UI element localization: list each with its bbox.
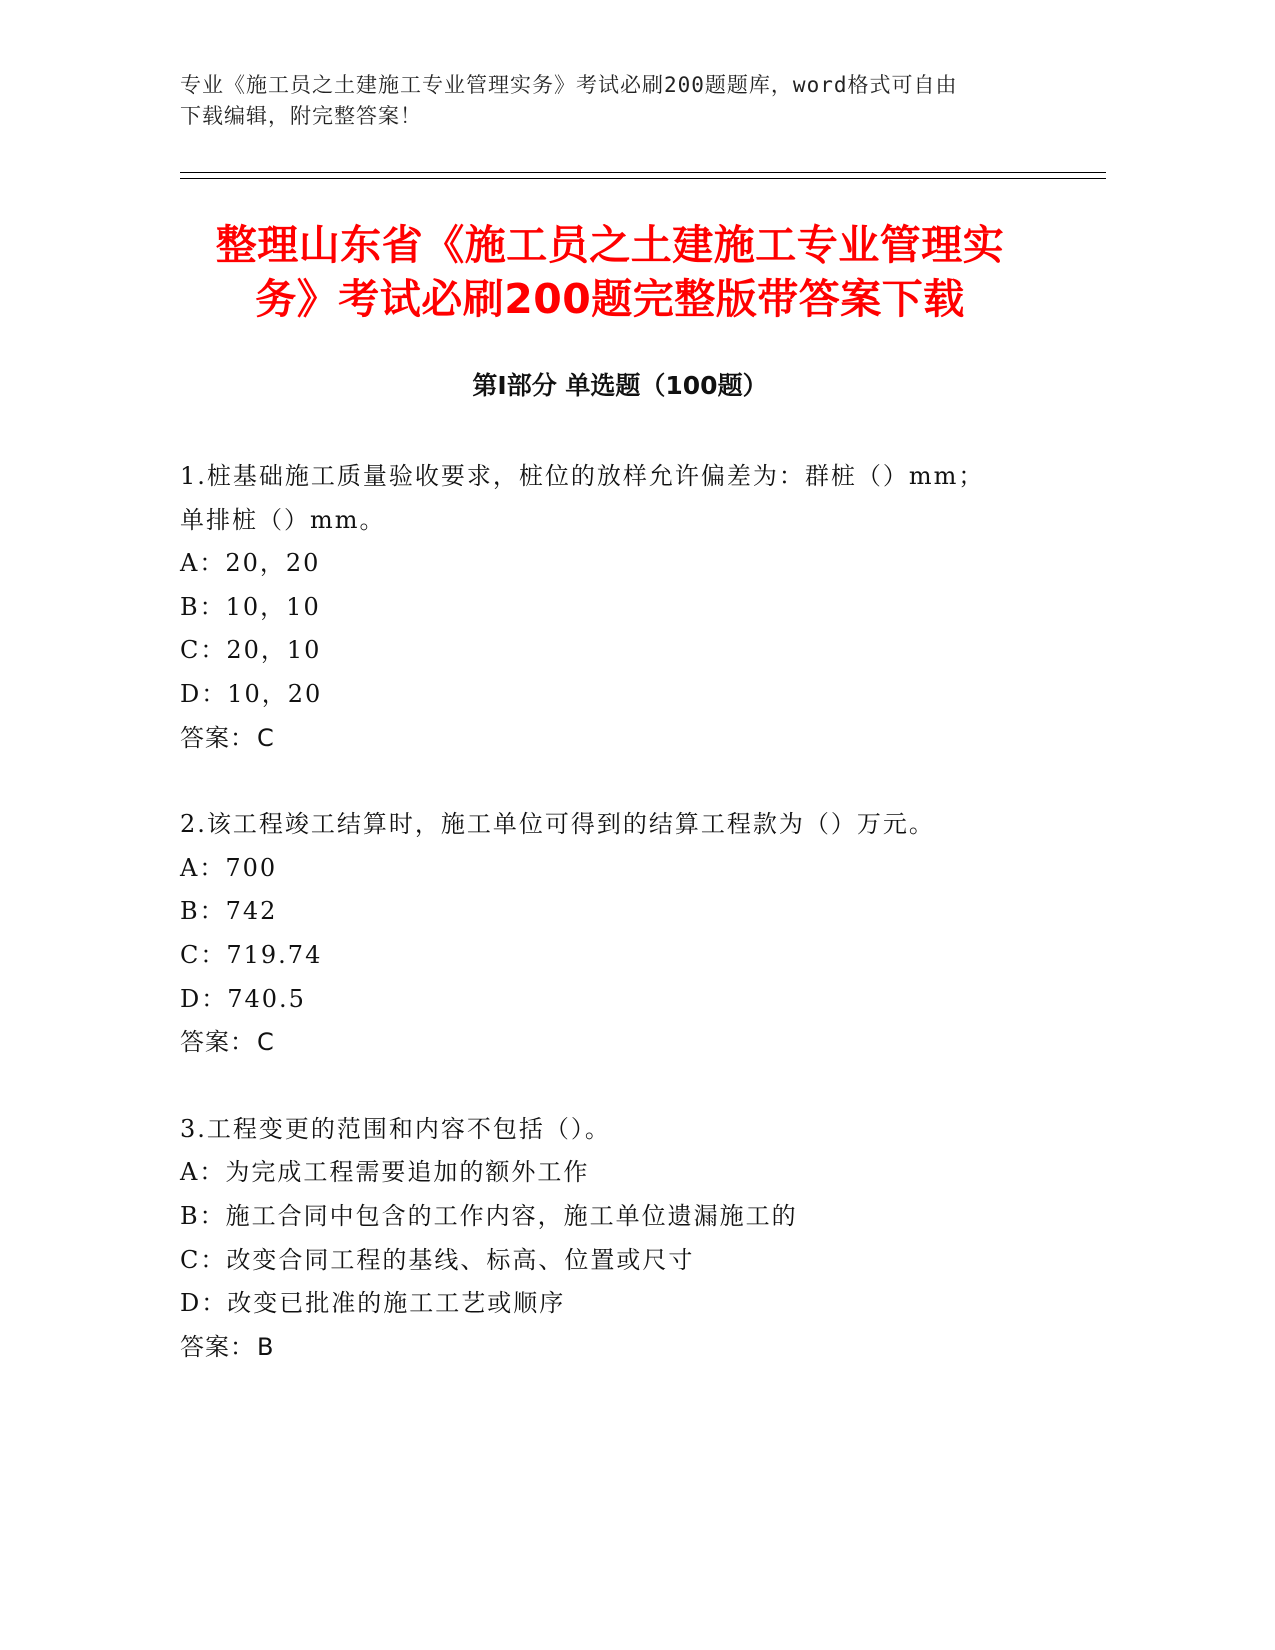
option-a: A：20，20 bbox=[180, 549, 321, 578]
answer-line bbox=[180, 717, 1060, 761]
option-b: B：施工合同中包含的工作内容，施工单位遗漏施工的 bbox=[180, 1201, 798, 1230]
header-note bbox=[180, 70, 1060, 132]
document-title-line-2: 务》考试必刷200题完整版带答案下载 bbox=[255, 275, 965, 323]
option-c: C：719.74 bbox=[180, 940, 323, 969]
answer-line bbox=[180, 1326, 1060, 1370]
option-b: B：10，10 bbox=[180, 592, 321, 621]
question-list bbox=[180, 455, 1060, 1412]
option-a: A：700 bbox=[180, 853, 278, 882]
option-d: D：10，20 bbox=[180, 679, 323, 708]
question-text: 2.该工程竣工结算时，施工单位可得到的结算工程款为（）万元。 bbox=[180, 810, 935, 839]
answer-label: 答案： bbox=[180, 723, 255, 752]
option-d: D：740.5 bbox=[180, 984, 306, 1013]
answer-line bbox=[180, 1021, 1060, 1065]
document-title-line-1: 整理山东省《施工员之土建施工专业管理实 bbox=[215, 221, 1005, 269]
section-title: 第Ⅰ部分 单选题（100题） bbox=[472, 371, 768, 400]
option-d: D：改变已批准的施工工艺或顺序 bbox=[180, 1289, 566, 1318]
question-2 bbox=[180, 803, 1060, 1065]
option-c: C：20，10 bbox=[180, 636, 322, 665]
header-divider-bottom bbox=[180, 178, 1106, 179]
answer-value: B bbox=[257, 1332, 275, 1361]
question-text: 1.桩基础施工质量验收要求，桩位的放样允许偏差为：群桩（）mm； bbox=[180, 462, 985, 490]
answer-label: 答案： bbox=[180, 1332, 255, 1361]
option-b: B：742 bbox=[180, 897, 278, 926]
option-c: C：改变合同工程的基线、标高、位置或尺寸 bbox=[180, 1245, 695, 1274]
question-text: 3.工程变更的范围和内容不包括（）。 bbox=[180, 1114, 611, 1143]
option-a: A：为完成工程需要追加的额外工作 bbox=[180, 1158, 590, 1187]
question-text-continued: 单排桩（）mm。 bbox=[180, 505, 386, 534]
answer-value: C bbox=[257, 723, 275, 752]
question-3 bbox=[180, 1108, 1060, 1370]
header-divider-top bbox=[180, 172, 1106, 173]
header-note-line-2: 下载编辑，附完整答案！ bbox=[180, 104, 422, 128]
question-1 bbox=[180, 455, 1060, 760]
header-note-line-1: 专业《施工员之土建施工专业管理实务》考试必刷200题题库，word格式可自由 bbox=[180, 73, 958, 97]
document-title bbox=[170, 218, 1050, 326]
answer-label: 答案： bbox=[180, 1028, 255, 1057]
answer-value: C bbox=[257, 1028, 275, 1057]
